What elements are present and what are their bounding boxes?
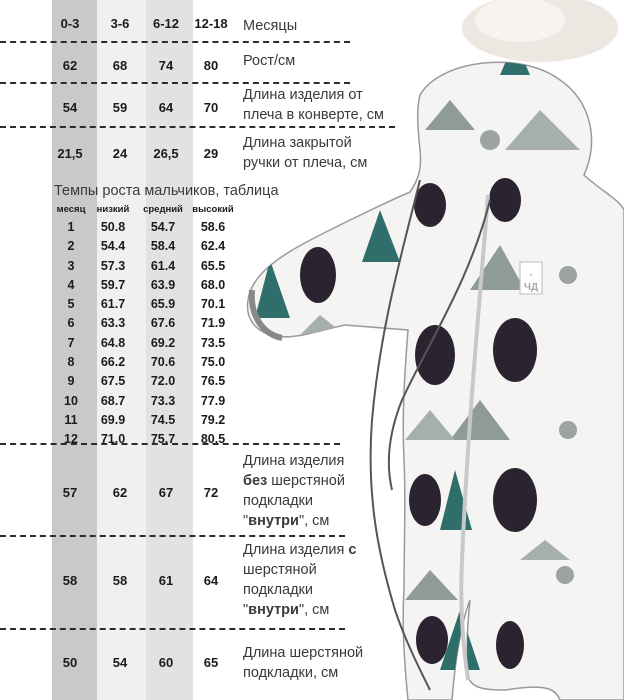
growth-cell: 68.0 [200,277,226,292]
growth-cell: 75.7 [150,432,176,447]
growth-cell: 11 [64,412,78,427]
size-cell: 60 [158,655,174,670]
size-cell: 68 [112,58,128,73]
size-cell: 64 [203,573,219,588]
badge-line-1: · [529,270,533,281]
growth-header-cell: месяц [56,204,86,215]
growth-cell: 80.5 [200,432,226,447]
growth-cell: 65.9 [150,297,176,312]
growth-cell: 61.7 [100,297,126,312]
measurement-label-line: Месяцы [243,18,298,34]
growth-cell: 64.8 [100,335,126,350]
growth-cell: 59.7 [100,277,126,292]
measurement-label [243,643,363,683]
growth-cell: 8 [67,355,75,370]
size-cell: 59 [112,100,128,115]
measurement-label-line: плеча в конверте, см [243,107,385,123]
growth-header-cell: высокий [192,204,234,215]
row-divider [0,82,350,84]
growth-cell: 1 [67,220,75,234]
growth-row [54,430,238,449]
growth-cell: 58.4 [150,239,176,254]
size-cell: 12-18 [194,16,228,31]
growth-row [54,295,238,314]
measurement-label [243,540,356,620]
size-cell: 62 [62,58,78,73]
measurement-label-line: "внутри", см [243,602,330,618]
growth-cell: 7 [67,335,75,350]
emphasis: без [243,473,268,489]
growth-cell: 9 [67,374,75,389]
measurement-label [243,85,384,125]
size-cell: 65 [203,655,219,670]
growth-row [54,334,238,353]
measurement-label-line: Длина изделия с [243,542,357,558]
growth-cell: 73.3 [150,393,176,408]
size-cell: 24 [112,146,128,161]
growth-cell: 76.5 [200,374,226,389]
growth-cell: 4 [67,277,75,292]
size-cell: 54 [62,100,78,115]
growth-cell: 67.5 [100,374,126,389]
measurement-label-line: Длина изделия [243,453,345,469]
measurement-label-line: ручки от плеча, см [243,155,368,171]
row-divider [0,41,350,43]
size-cell: 0-3 [60,16,80,31]
growth-cell: 68.7 [100,393,126,408]
growth-cell: 50.8 [100,220,126,234]
growth-cell: 5 [67,297,75,312]
growth-row [54,257,238,276]
measurement-label [243,51,295,71]
growth-cell: 72.0 [150,374,176,389]
growth-row [54,411,238,430]
measurement-label-line: Рост/см [243,53,296,69]
growth-cell: 2 [67,239,75,254]
growth-row [54,276,238,295]
growth-row [54,314,238,333]
growth-cell: 3 [67,258,75,273]
size-cell: 72 [203,485,219,500]
growth-cell: 12 [64,432,78,447]
size-cell: 62 [112,485,128,500]
growth-cell: 63.3 [100,316,126,331]
growth-cell: 10 [64,393,78,408]
size-cell: 58 [62,573,78,588]
growth-cell: 65.5 [200,258,226,273]
growth-row [54,372,238,391]
measurement-label-line: без шерстяной [243,473,345,489]
growth-cell: 70.1 [200,297,226,312]
size-cell: 21,5 [57,146,83,161]
measurement-label-line: шерстяной [243,562,317,578]
growth-cell: 54.7 [150,220,176,234]
growth-cell: 71.9 [200,316,226,331]
growth-row [54,353,238,372]
measurement-label [243,16,297,36]
growth-cell: 77.9 [200,393,226,408]
measurement-label-line: подкладки [243,582,313,598]
growth-table-title: Темпы роста мальчиков, таблица [54,183,279,199]
size-cell: 29 [203,146,219,161]
growth-cell: 61.4 [150,258,176,273]
growth-header-row [54,204,238,218]
growth-header-cell: низкий [96,204,130,215]
growth-cell: 62.4 [200,239,226,254]
size-cell: 74 [158,58,174,73]
size-cell: 58 [112,573,128,588]
growth-cell: 71.0 [100,432,126,447]
row-divider [0,628,345,630]
size-cell: 61 [158,573,174,588]
measurement-label-line: Длина шерстяной [243,645,364,661]
row-divider [0,126,395,128]
growth-cell: 58.6 [200,220,226,234]
growth-row [54,218,238,237]
growth-cell: 74.5 [150,412,176,427]
size-cell: 6-12 [152,16,180,31]
measurement-label [243,451,345,531]
measurement-label [243,133,367,173]
growth-cell: 67.6 [150,316,176,331]
size-cell: 80 [203,58,219,73]
size-cell: 50 [62,655,78,670]
growth-cell: 63.9 [150,277,176,292]
size-cell: 3-6 [110,16,130,31]
growth-cell: 75.0 [200,355,226,370]
emphasis: с [348,542,357,558]
growth-cell: 69.9 [100,412,126,427]
growth-row [54,237,238,256]
size-cell: 67 [158,485,174,500]
measurement-label-line: Длина закрытой [243,135,352,151]
growth-cell: 70.6 [150,355,176,370]
growth-header-cell: средний [143,204,183,215]
size-cell: 70 [203,100,219,115]
badge-line-2: ЧД [523,282,539,293]
measurement-label-line: Длина изделия от [243,87,363,103]
growth-row [54,392,238,411]
size-cell: 64 [158,100,174,115]
measurement-label-line: подкладки [243,493,313,509]
growth-cell: 54.4 [100,239,126,254]
growth-cell: 79.2 [200,412,226,427]
growth-cell: 57.3 [100,258,126,273]
growth-cell: 69.2 [150,335,176,350]
measurement-label-line: "внутри", см [243,513,330,529]
growth-cell: 6 [67,316,75,331]
size-cell: 57 [62,485,78,500]
emphasis: внутри [248,513,299,529]
size-cell: 26,5 [153,146,179,161]
row-divider [0,535,345,537]
growth-cell: 66.2 [100,355,126,370]
measurement-label-line: подкладки, см [243,665,339,681]
size-cell: 54 [112,655,128,670]
emphasis: внутри [248,602,299,618]
growth-cell: 73.5 [200,335,226,350]
growth-table [54,204,238,450]
